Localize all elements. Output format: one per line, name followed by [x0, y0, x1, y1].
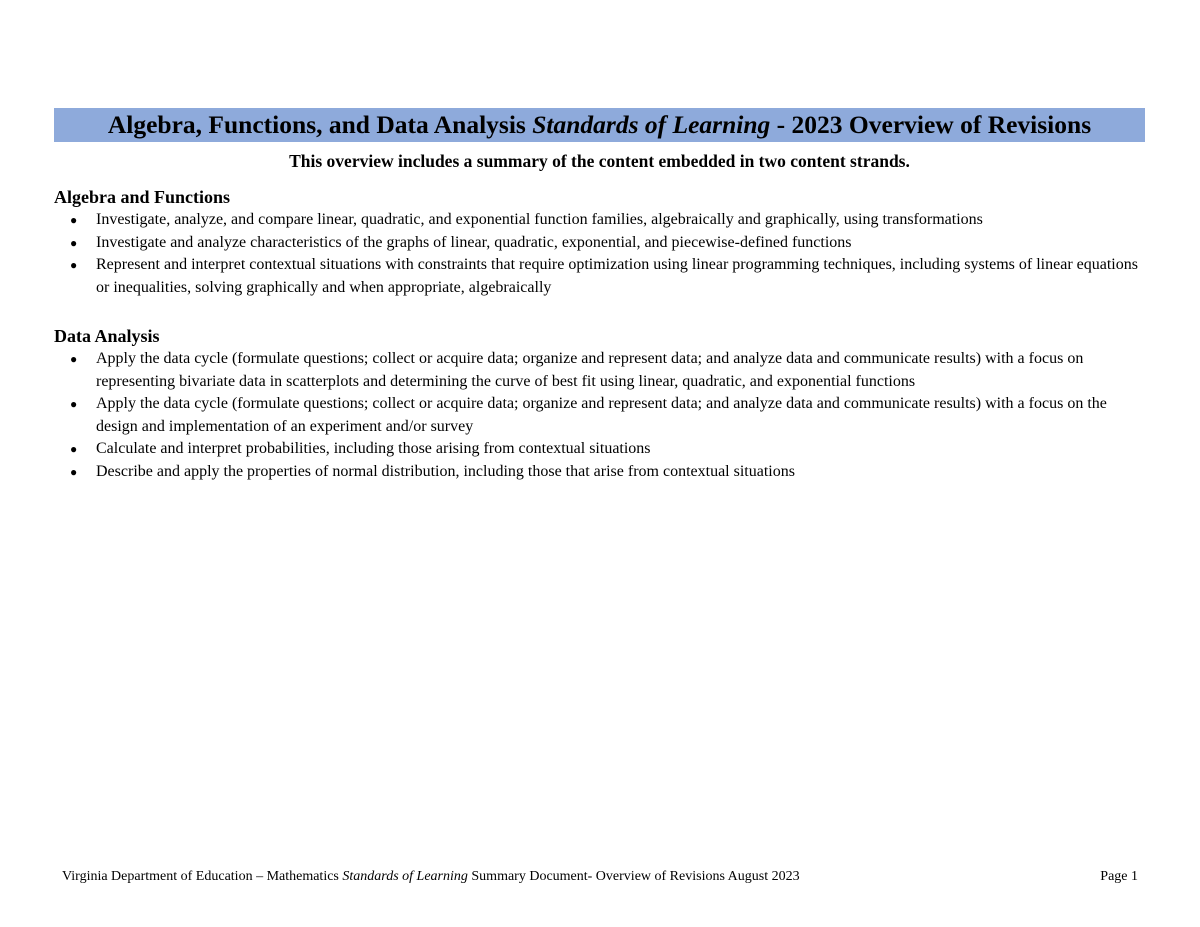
- list-item: [54, 393, 1146, 438]
- bullet-icon: ●: [70, 442, 78, 456]
- section-data-analysis: [54, 325, 1146, 483]
- section-algebra-and-functions: [54, 186, 1146, 299]
- list-item: [54, 438, 1146, 461]
- list-item: [54, 232, 1146, 255]
- footer-text: Virginia Department of Education – Mathematics: [62, 869, 343, 884]
- bullet-icon: ●: [70, 235, 78, 250]
- title-italic-text: Standards of Learning: [532, 110, 771, 139]
- list-item: [54, 348, 1146, 393]
- list-item-text: Describe and apply the properties of normal distribution, including those that arise from contextual situations: [96, 462, 795, 480]
- footer-italic-text: Standards of Learning: [342, 869, 468, 884]
- title-text-suffix: - 2023 Overview of Revisions: [770, 110, 1092, 139]
- section-heading: Data Analysis: [54, 326, 160, 346]
- list-item: [54, 461, 1146, 484]
- list-item-text: Represent and interpret contextual situations with constraints that require optimization using linear programming techniques, including systems of linear equations or inequalities, solving graphically and when appropriate, algebraically: [96, 256, 1138, 296]
- bullet-icon: ●: [70, 258, 78, 272]
- list-item-text: Apply the data cycle (formulate questions; collect or acquire data; organize and represent data; and analyze data and communicate results) with a focus on representing bivariate data in scatterplots and determining the curve of best fit using linear, quadratic, and exponential functions: [96, 350, 1084, 390]
- bullet-icon: ●: [70, 464, 78, 479]
- list-item-text: Apply the data cycle (formulate questions; collect or acquire data; organize and represent data; and analyze data and communicate results) with a focus on the design and implementation of an experiment and/or survey: [96, 395, 1107, 435]
- title-text: Algebra, Functions, and Data Analysis: [107, 110, 533, 139]
- list-item: [54, 209, 1146, 232]
- page-subtitle: This overview includes a summary of the content embedded in two content strands.: [289, 151, 910, 171]
- list-item: [54, 254, 1146, 299]
- list-item-text: Investigate and analyze characteristics of the graphs of linear, quadratic, exponential, and piecewise-defined functions: [96, 233, 852, 251]
- section-heading: Algebra and Functions: [54, 187, 231, 207]
- bullet-icon: ●: [70, 397, 78, 411]
- bullet-icon: ●: [70, 213, 78, 227]
- footer-source: [62, 867, 800, 887]
- bullet-list: [54, 348, 1146, 483]
- page-number: Page 1: [1100, 869, 1138, 884]
- bullet-list: [54, 209, 1146, 299]
- bullet-icon: ●: [70, 352, 78, 366]
- page-title: [54, 108, 1145, 142]
- list-item-text: Calculate and interpret probabilities, including those arising from contextual situations: [96, 440, 651, 457]
- list-item-text: Investigate, analyze, and compare linear, quadratic, and exponential function families, algebraically and graphically, using transformations: [96, 211, 983, 228]
- footer-text-suffix: Summary Document- Overview of Revisions August 2023: [467, 869, 800, 884]
